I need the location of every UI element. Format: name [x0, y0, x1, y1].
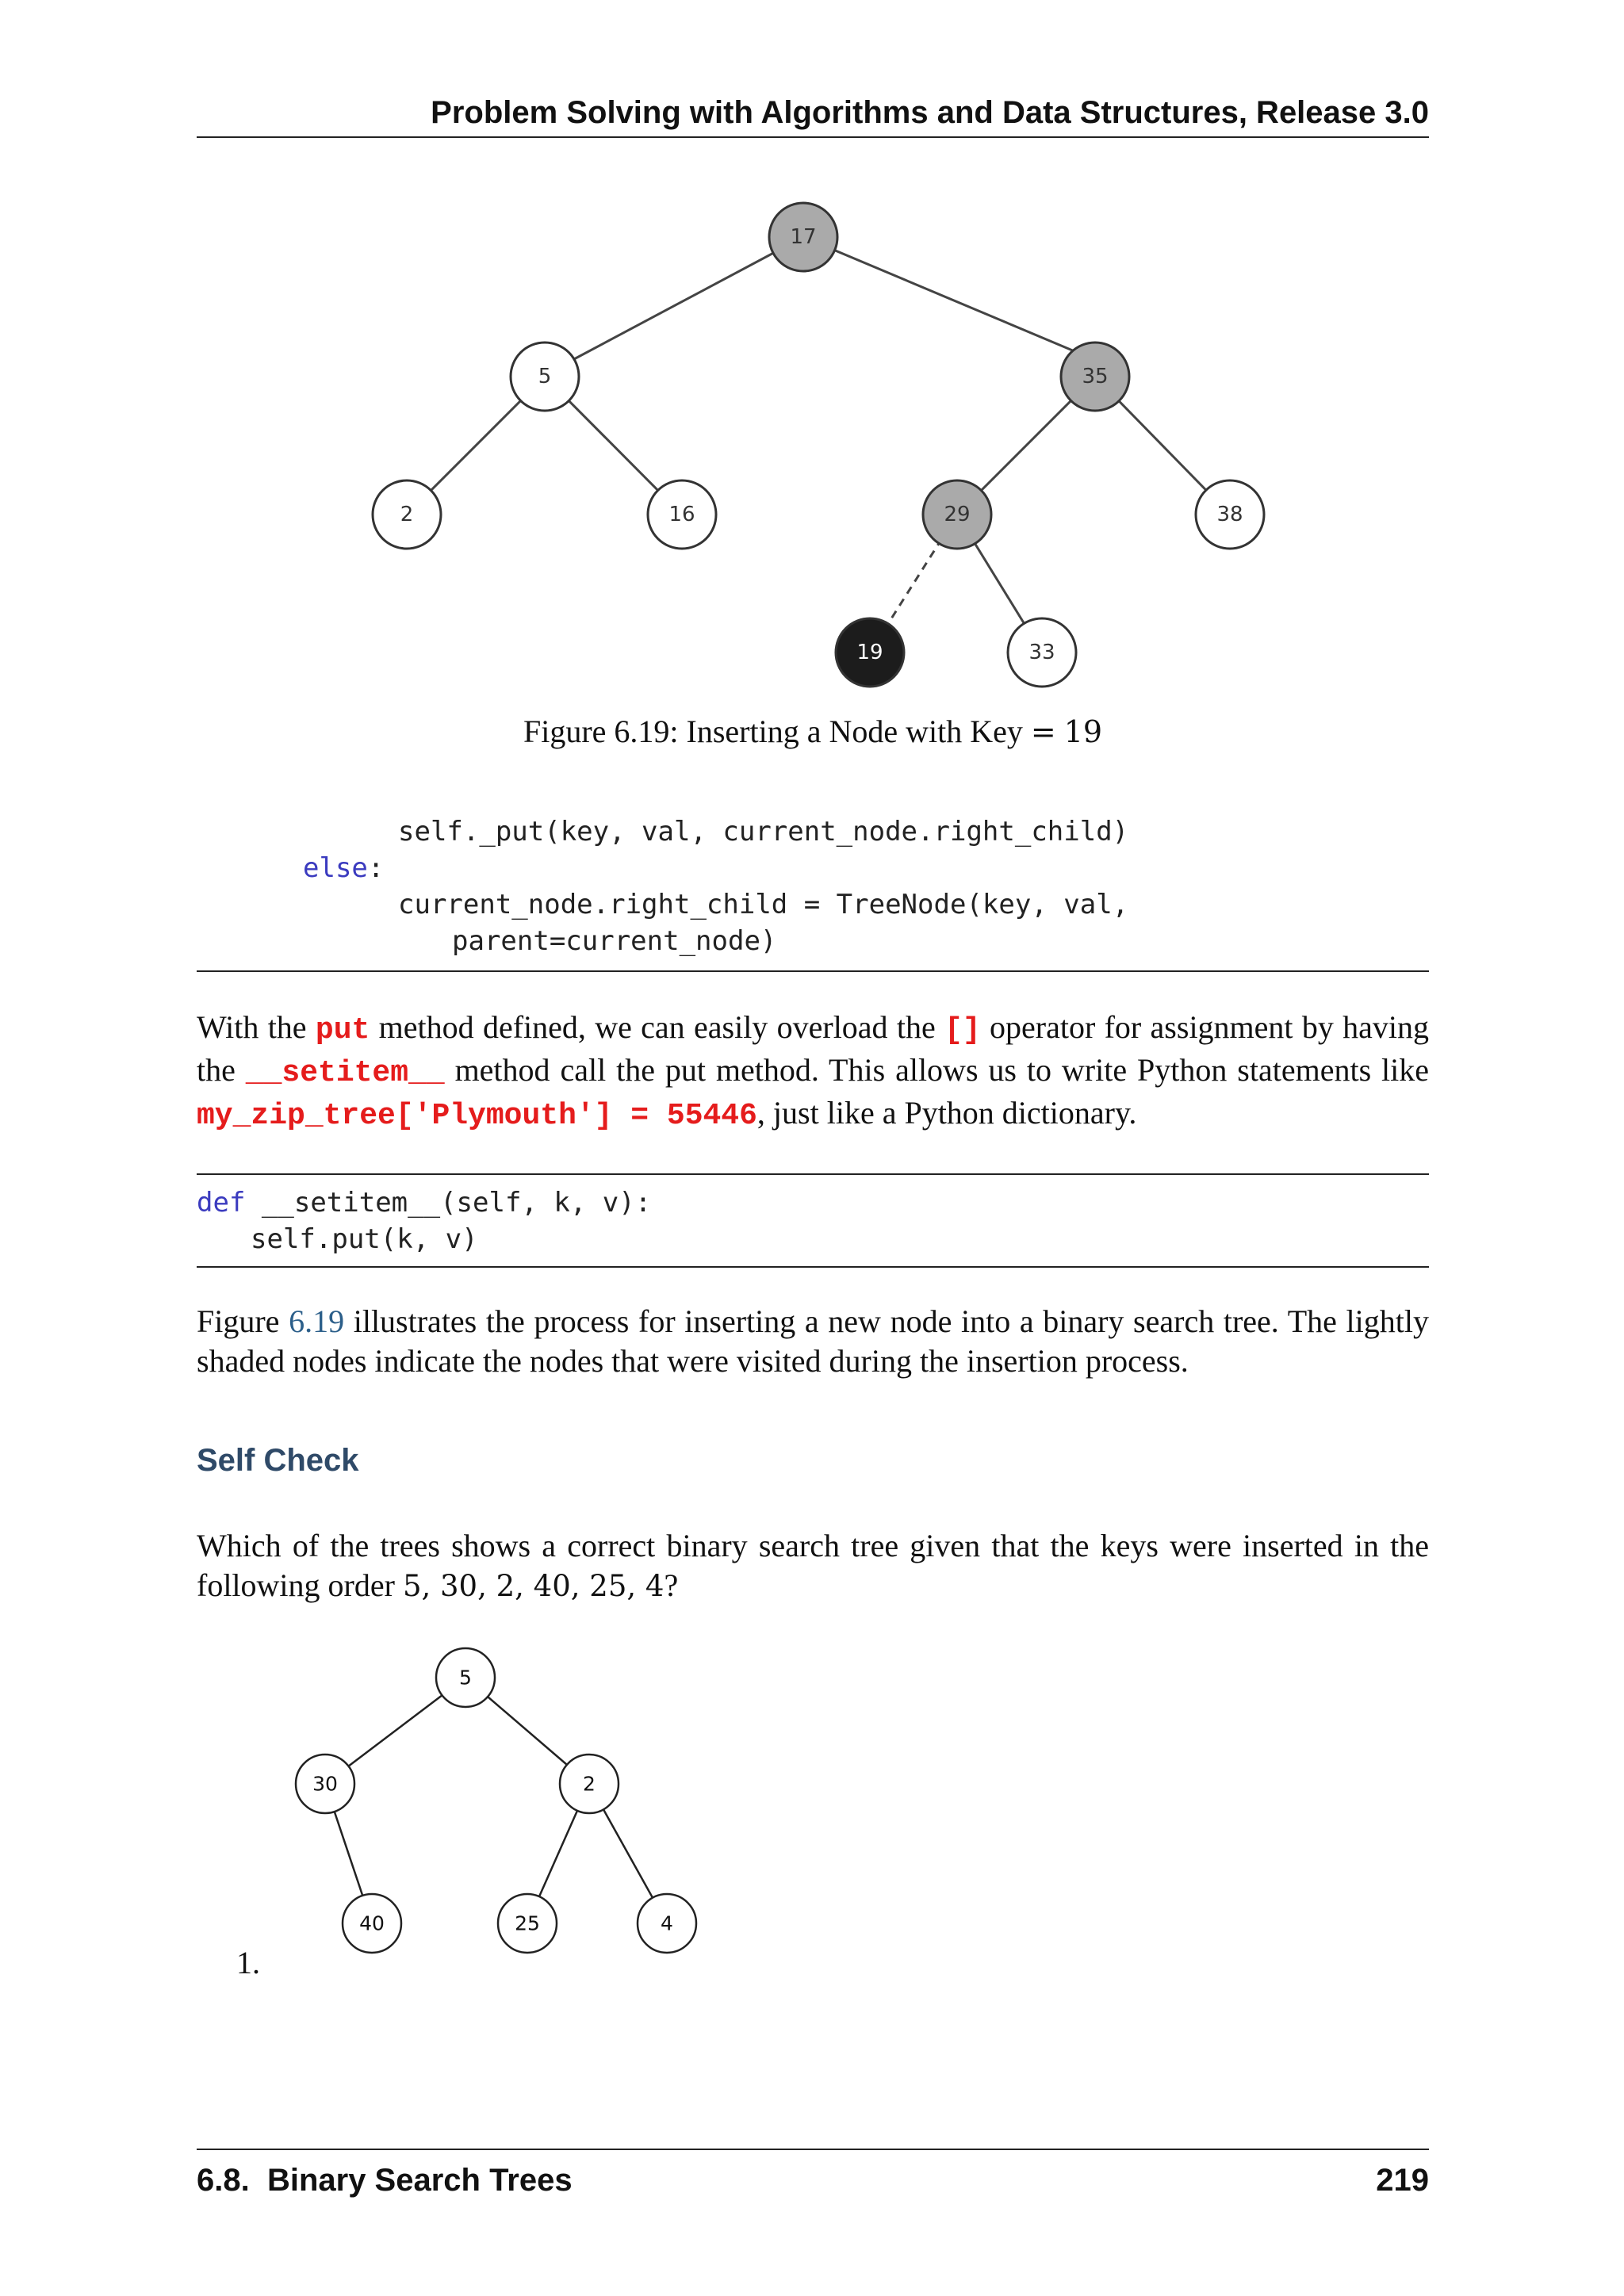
caption-key: 19 [1063, 714, 1103, 749]
question-line2: following order 5, 30, 2, 40, 25, 4? [197, 1567, 679, 1603]
question-line1: Which of the trees shows a correct binary search tree given that the keys were inserted in the [197, 1528, 1429, 1563]
opt1-label-4: 4 [661, 1911, 673, 1935]
edge-17-35 [803, 237, 1095, 360]
code-line-parent: parent=current_node) [452, 925, 777, 957]
node-label-19: 19 [856, 641, 883, 664]
code-line-put-call: self._put(key, val, current_node.right_child) [398, 816, 1129, 848]
code-line-body: self.put(k, v) [251, 1223, 478, 1255]
inline-code-brackets: [] [944, 1013, 981, 1047]
node-label-16: 16 [668, 503, 695, 526]
self-check-question [197, 1526, 1429, 1606]
def-keyword: def [197, 1187, 246, 1219]
else-keyword: else [303, 852, 368, 884]
footer-section-title: 6.8. Binary Search Trees [197, 2163, 573, 2198]
code-line-assign: current_node.right_child = TreeNode(key, val, [398, 889, 1129, 920]
code2-bottom-rule [197, 1266, 1429, 1268]
insertion-order: 5, 30, 2, 40, 25, 4 [402, 1569, 665, 1603]
opt1-label-40: 40 [359, 1911, 385, 1935]
self-check-heading: Self Check [197, 1443, 359, 1478]
caption-equals: = [1030, 714, 1056, 749]
node-label-2: 2 [400, 503, 414, 526]
paragraph-put-method [197, 1008, 1429, 1136]
paragraph-figure-explanation [197, 1302, 1429, 1381]
node-label-33: 33 [1028, 641, 1055, 664]
else-colon: : [367, 852, 385, 884]
opt1-label-5: 5 [459, 1666, 472, 1689]
code2-top-rule [197, 1173, 1429, 1175]
bst-insertion-figure [349, 190, 1269, 698]
option1-tree-figure [285, 1641, 730, 1974]
code-line-def [197, 1184, 651, 1221]
inline-code-setitem: __setitem__ [245, 1056, 445, 1090]
code-line-else [303, 850, 384, 886]
code1-bottom-rule [197, 970, 1429, 972]
para2-line1: Figure 6.19 illustrates the process for inserting a new node into a binary search tree. The lightly [197, 1303, 1429, 1339]
node-label-38: 38 [1216, 503, 1243, 526]
option-number-1: 1. [236, 1945, 260, 1980]
header-rule [197, 136, 1429, 138]
figure-caption [197, 708, 1429, 756]
def-signature: __setitem__(self, k, v): [261, 1187, 652, 1219]
para2-line2: shaded nodes indicate the nodes that were visited during the insertion process. [197, 1343, 1189, 1379]
footer-page-number: 219 [1376, 2163, 1429, 2198]
node-label-29: 29 [944, 503, 971, 526]
opt1-label-30: 30 [312, 1772, 338, 1796]
opt1-label-2: 2 [583, 1772, 596, 1796]
caption-text: Figure 6.19: Inserting a Node with Key [523, 714, 1023, 749]
para1-line1: With the put method defined, we can easily overload the [] operator for assignment by having [197, 1009, 1430, 1047]
para1-line3: my_zip_tree['Plymouth'] = 55446, just like a Python dictionary. [197, 1095, 1137, 1133]
page-footer [197, 2156, 1429, 2204]
node-label-35: 35 [1082, 365, 1109, 388]
running-header: Problem Solving with Algorithms and Data Structures, Release 3.0 [431, 95, 1429, 130]
edge-17-5 [573, 237, 803, 360]
figure-reference-link[interactable]: 6.19 [289, 1303, 345, 1339]
inline-code-statement: my_zip_tree['Plymouth'] = 55446 [197, 1099, 757, 1133]
footer-rule [197, 2149, 1429, 2150]
para1-line2: the __setitem__ method call the put method. This allows us to write Python statements like [197, 1052, 1430, 1090]
node-label-5: 5 [538, 365, 552, 388]
node-label-17: 17 [790, 225, 817, 249]
inline-code-put: put [315, 1013, 370, 1047]
opt1-label-25: 25 [515, 1911, 540, 1935]
